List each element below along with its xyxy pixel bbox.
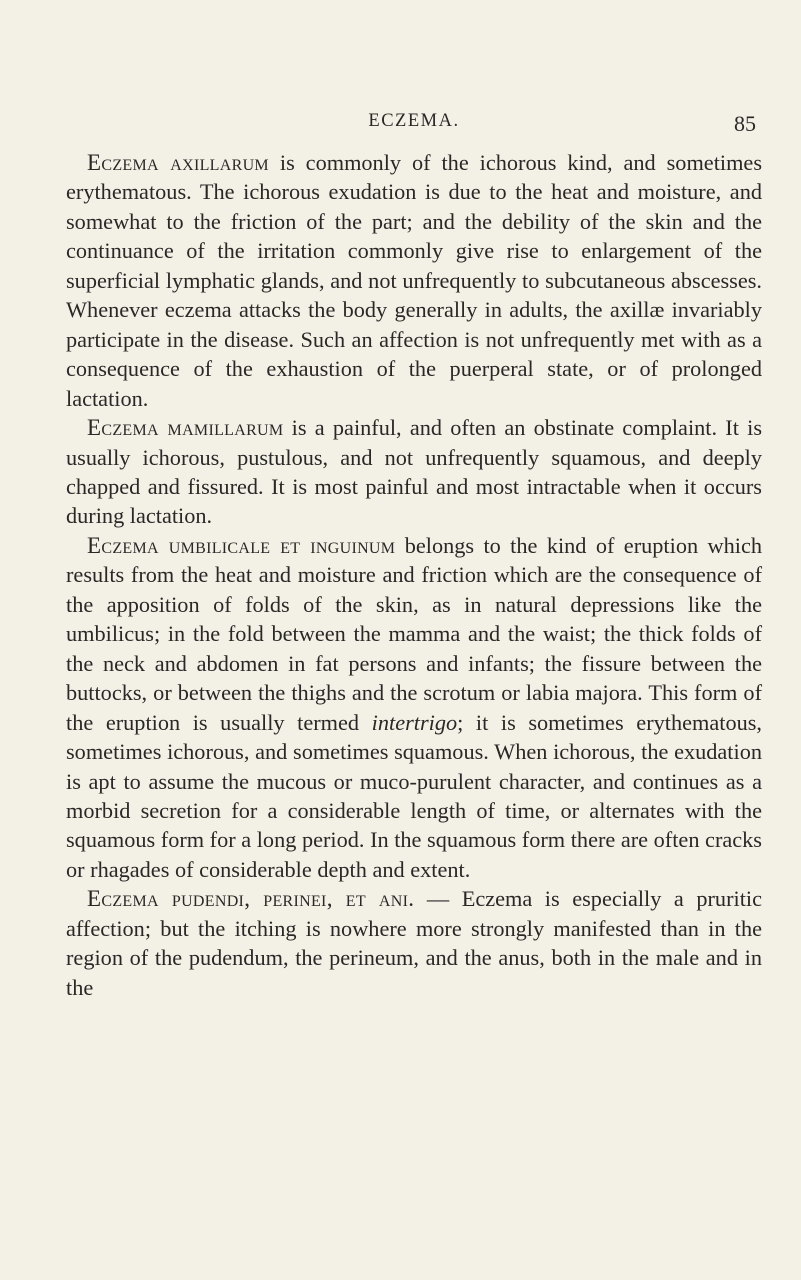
paragraph-axillarum [66, 148, 762, 413]
paragraph-text: — Eczema is especially a pruritic affection; but the itching is nowhere more strongly manifested than in the region of the pudendum, the perineum, and the anus, both in the male and in the [66, 886, 762, 1000]
paragraph-text: is a painful, and often an obstinate complaint. It is usually ichorous, pustulous, and not unfrequently squamous, and deeply chapped and fissured. It is most painful and most intractable when it occurs during lactation. [66, 415, 762, 529]
italic-term: intertrigo [371, 709, 458, 735]
paragraph-lead: Eczema umbilicale et inguinum [87, 532, 396, 558]
paragraph-lead: Eczema axillarum [87, 150, 269, 175]
paragraph-umbilicale [66, 531, 762, 884]
paragraph-lead: Eczema pudendi, perinei, et ani. [87, 886, 415, 912]
paragraph-pudendi [66, 884, 762, 1002]
page-number: 85 [734, 111, 756, 136]
running-title: ECZEMA. [368, 111, 460, 131]
running-head [66, 111, 762, 137]
paragraph-text: ; it is sometimes erythematous, sometimes ichorous, and sometimes squamous. When ichorous, the exudation is apt to assume the mucous or muco-purulent character, and continues as a morbid secretion for a considerable length of time, or alternates with the squamous form for a long period. In the squamous form there are often cracks or rhagades of considerable depth and extent. [66, 709, 762, 882]
paragraph-text: is commonly of the ichorous kind, and sometimes erythematous. The ichorous exudation is due to the heat and moisture, and somewhat to the friction of the part; and the debility of the skin and the continuance of the irritation commonly give rise to enlargement of the superficial lymphatic glands, and not unfrequently to subcutaneous abscesses. Whenever eczema attacks the body generally in adults, the axillæ invariably participate in the disease. Such an affection is not unfrequently met with as a consequence of the exhaustion of the puerperal state, or of prolonged lactation. [66, 150, 763, 411]
paragraph-lead: Eczema mamillarum [87, 415, 284, 441]
paragraph-text: belongs to the kind of eruption which results from the heat and moisture and friction which are the consequence of the apposition of folds of the skin, as in natural depressions like the umbilicus; in the fold between the mamma and the waist; the thick folds of the neck and abdomen in fat persons and infants; the fissure between the buttocks, or between the thighs and the scrotum or labia majora. This form of the eruption is usually termed [66, 532, 762, 735]
body-text [66, 148, 762, 1002]
paragraph-mamillarum [66, 413, 762, 531]
